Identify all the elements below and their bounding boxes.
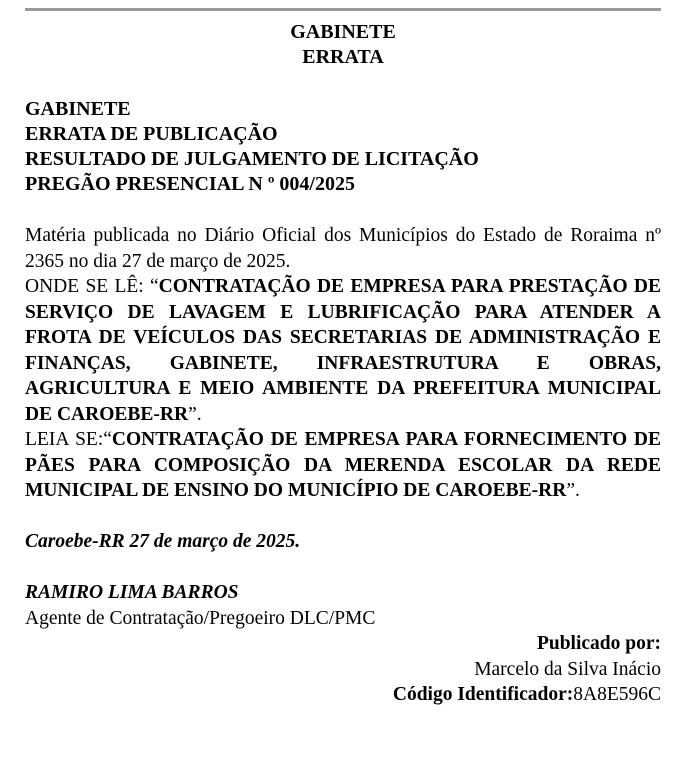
identifier-code [25,682,661,708]
section-department: GABINETE [25,98,131,120]
section-heading [25,97,661,197]
header-department: GABINETE [290,21,396,43]
onde-se-le-paragraph [25,274,661,427]
header-doc-type: ERRATA [302,46,384,68]
intro-paragraph: Matéria publicada no Diário Oficial dos Municípios do Estado de Roraima nº 2365 no dia 27 de março de 2025. [25,225,661,272]
top-divider [25,8,661,11]
document-page [25,20,661,708]
leia-se-text: CONTRATAÇÃO DE EMPRESA PARA FORNECIMENTO DE PÃES PARA COMPOSIÇÃO DA MERENDA ESCOLAR DA REDE MUNICIPAL DE ENSINO DO MUNICÍPIO DE CAROEBE-RR [25,429,661,501]
onde-se-le-text: CONTRATAÇÃO DE EMPRESA PARA PRESTAÇÃO DE SERVIÇO DE LAVAGEM E LUBRIFICAÇÃO PARA ATENDER A FROTA DE VEÍCULOS DAS SECRETARIAS DE ADMINISTRAÇÃO E FINANÇAS, GABINETE, INFRAESTRUTURA E OBRAS, AGRICULTURA E MEIO AMBIENTE DA PREFEITURA MUNICIPAL DE CAROEBE-RR [25,276,661,425]
onde-se-le-prefix: ONDE SE LÊ: “ [25,276,159,297]
signer-name: RAMIRO LIMA BARROS [25,582,239,603]
published-by-name: Marcelo da Silva Inácio [474,658,661,680]
section-subject: RESULTADO DE JULGAMENTO DE LICITAÇÃO [25,148,479,170]
signer-role: Agente de Contratação/Pregoeiro DLC/PMC [25,607,376,629]
identifier-code-value: 8A8E596C [573,684,661,705]
section-process: PREGÃO PRESENCIAL N º 004/2025 [25,173,355,195]
city-date: Caroebe-RR 27 de março de 2025. [25,530,301,552]
publication-info [25,631,661,708]
document-body [25,223,661,504]
published-by-label: Publicado por: [536,633,661,654]
leia-se-suffix: ”. [566,480,580,501]
onde-se-le-suffix: ”. [188,403,202,425]
leia-se-paragraph [25,427,661,504]
section-title: ERRATA DE PUBLICAÇÃO [25,123,278,145]
leia-se-prefix: LEIA SE:“ [25,429,112,450]
identifier-code-label: Código Identificador: [392,684,574,705]
document-header [25,20,661,70]
